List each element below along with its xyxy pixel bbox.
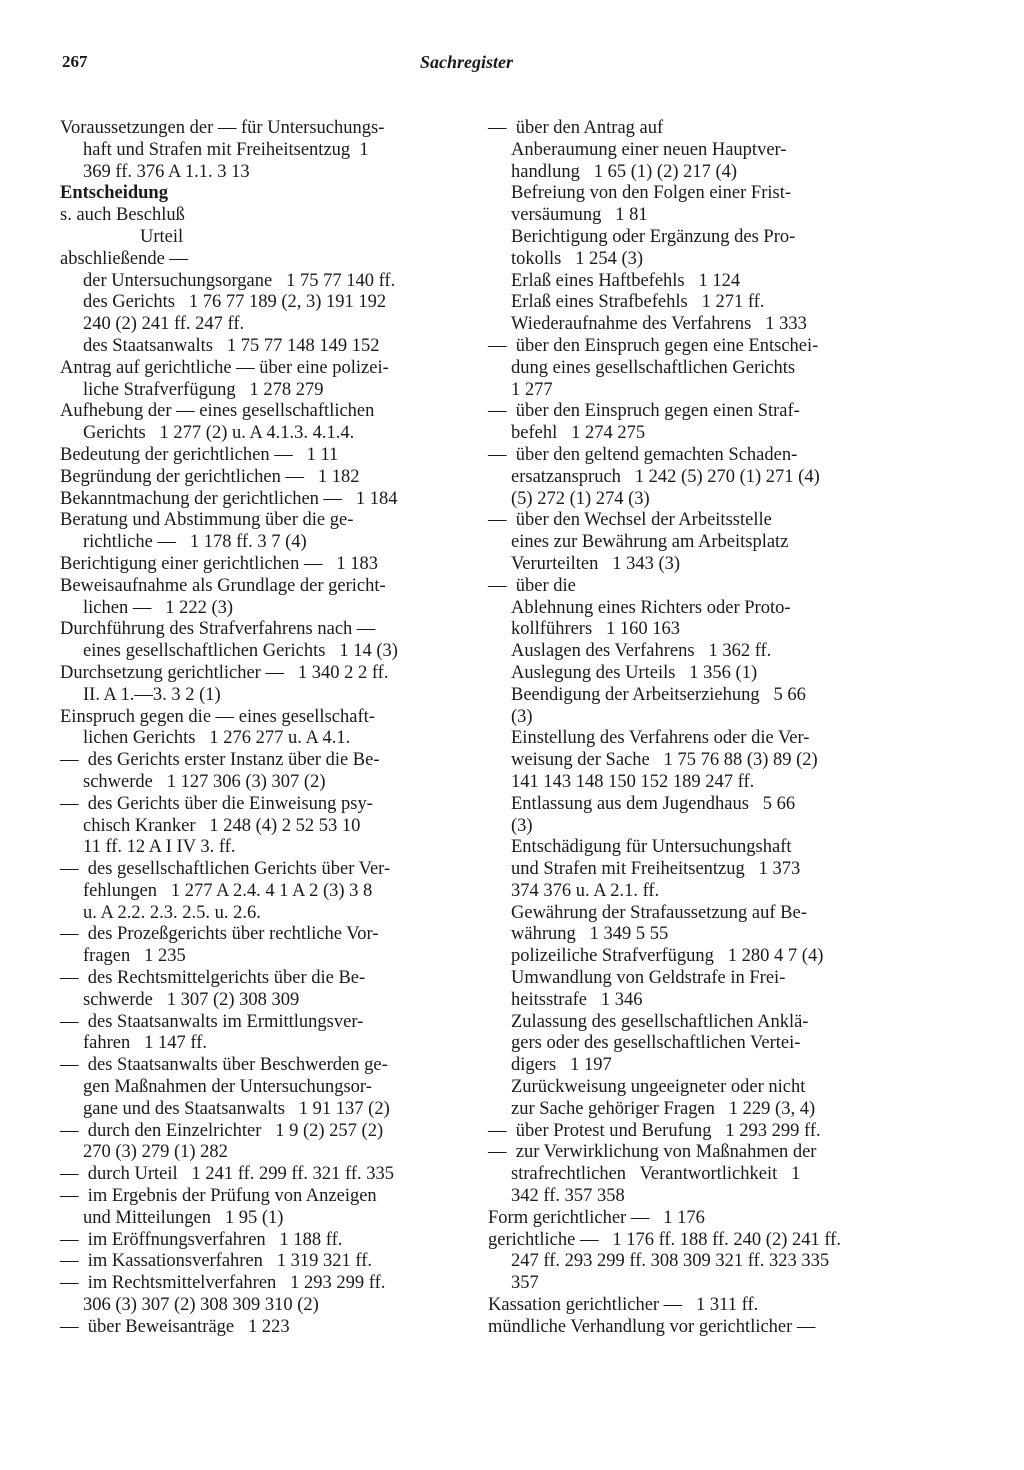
index-line: lichen — 1 222 (3) xyxy=(83,597,234,618)
index-line: Berichtigung einer gerichtlichen — 1 183 xyxy=(60,553,379,574)
index-line: Ablehnung eines Richters oder Proto- xyxy=(511,597,791,618)
index-heading: Entscheidung xyxy=(60,183,168,204)
index-line: dung eines gesellschaftlichen Gerichts xyxy=(511,357,796,378)
index-line: — über die xyxy=(488,575,576,596)
index-line: — im Kassationsverfahren 1 319 321 ff. xyxy=(60,1251,373,1272)
index-line: Durchsetzung gerichtlicher — 1 340 2 2 ff. xyxy=(60,662,389,683)
index-line: Auslegung des Urteils 1 356 (1) xyxy=(511,662,758,683)
index-line: Durchführung des Strafverfahrens nach — xyxy=(60,619,376,640)
index-line: — über den Einspruch gegen eine Entschei- xyxy=(488,335,819,356)
index-line: schwerde 1 307 (2) 308 309 xyxy=(83,989,300,1010)
index-line: — des Staatsanwalts über Beschwerden ge- xyxy=(60,1055,388,1076)
index-line: Aufhebung der — eines gesellschaftlichen xyxy=(60,401,375,422)
index-line: Entlassung aus dem Jugendhaus 5 66 xyxy=(511,793,796,814)
index-line: Kassation gerichtlicher — 1 311 ff. xyxy=(488,1295,759,1316)
index-line: Auslagen des Verfahrens 1 362 ff. xyxy=(511,641,772,662)
index-line: (3) xyxy=(511,706,533,727)
index-line: Bekanntmachung der gerichtlichen — 1 184 xyxy=(60,488,398,509)
index-line: 357 xyxy=(511,1273,539,1294)
index-line: tokolls 1 254 (3) xyxy=(511,248,644,269)
index-line: der Untersuchungsorgane 1 75 77 140 ff. xyxy=(83,270,396,291)
index-line: (5) 272 (1) 274 (3) xyxy=(511,488,650,509)
index-line: — des Rechtsmittelgerichts über die Be- xyxy=(60,968,366,989)
index-line: Anberaumung einer neuen Hauptver- xyxy=(511,139,787,160)
index-line: 141 143 148 150 152 189 247 ff. xyxy=(511,771,755,792)
index-line: 240 (2) 241 ff. 247 ff. xyxy=(83,314,245,335)
index-line: fahren 1 147 ff. xyxy=(83,1033,207,1054)
index-line: — des gesellschaftlichen Gerichts über Ver- xyxy=(60,859,391,880)
index-line: strafrechtlichen Verantwortlichkeit 1 xyxy=(511,1164,801,1185)
index-line: — im Rechtsmittelverfahren 1 293 299 ff. xyxy=(60,1273,386,1294)
index-line: Umwandlung von Geldstrafe in Frei- xyxy=(511,968,786,989)
index-line: befehl 1 274 275 xyxy=(511,423,646,444)
index-line: des Staatsanwalts 1 75 77 148 149 152 xyxy=(83,335,380,356)
index-line: (3) xyxy=(511,815,533,836)
index-line: — des Gerichts über die Einweisung psy- xyxy=(60,793,373,814)
index-line: — über den Wechsel der Arbeitsstelle xyxy=(488,510,772,531)
index-line: gen Maßnahmen der Untersuchungsor- xyxy=(83,1077,372,1098)
index-line: chisch Kranker 1 248 (4) 2 52 53 10 xyxy=(83,815,361,836)
index-line: Einstellung des Verfahrens oder die Ver- xyxy=(511,728,810,749)
index-line: Beendigung der Arbeitserziehung 5 66 xyxy=(511,684,806,705)
index-line: Zurückweisung ungeeigneter oder nicht xyxy=(511,1077,806,1098)
index-line: Begründung der gerichtlichen — 1 182 xyxy=(60,466,360,487)
index-line: gers oder des gesellschaftlichen Vertei- xyxy=(511,1033,801,1054)
index-line: Befreiung von den Folgen einer Frist- xyxy=(511,183,792,204)
index-line: — durch Urteil 1 241 ff. 299 ff. 321 ff. 335 xyxy=(60,1164,394,1185)
index-line: Voraussetzungen der — für Untersuchungs- xyxy=(60,118,385,138)
index-line: 270 (3) 279 (1) 282 xyxy=(83,1142,228,1163)
index-line: eines gesellschaftlichen Gerichts 1 14 (3) xyxy=(83,641,398,662)
index-line: Erlaß eines Haftbefehls 1 124 xyxy=(511,270,741,291)
index-line: ersatzanspruch 1 242 (5) 270 (1) 271 (4) xyxy=(511,466,820,487)
index-line: — des Staatsanwalts im Ermittlungsver- xyxy=(60,1011,364,1032)
index-line: heitsstrafe 1 346 xyxy=(511,989,643,1010)
index-line: mündliche Verhandlung vor gerichtlicher — xyxy=(488,1316,816,1337)
index-line: Erlaß eines Strafbefehls 1 271 ff. xyxy=(511,292,765,313)
index-line: — über den Antrag auf xyxy=(488,118,664,138)
index-line: 369 ff. 376 A 1.1. 3 13 xyxy=(83,161,250,182)
index-line: lichen Gerichts 1 276 277 u. A 4.1. xyxy=(83,728,351,749)
index-line: Einspruch gegen die — eines gesellschaft- xyxy=(60,706,375,727)
index-line: Zulassung des gesellschaftlichen Anklä- xyxy=(511,1011,809,1032)
index-line: — des Prozeßgerichts über rechtliche Vor- xyxy=(60,924,379,945)
index-line: Verurteilten 1 343 (3) xyxy=(511,553,681,574)
index-line: digers 1 197 xyxy=(511,1055,612,1076)
index-line: Wiederaufnahme des Verfahrens 1 333 xyxy=(511,314,807,335)
index-line: abschließende — xyxy=(60,248,188,269)
index-line: fehlungen 1 277 A 2.4. 4 1 A 2 (3) 3 8 xyxy=(83,880,373,901)
index-line: Antrag auf gerichtliche — über eine polizei- xyxy=(60,357,389,378)
page-number: 267 xyxy=(62,52,88,71)
index-line: haft und Strafen mit Freiheitsentzug 1 xyxy=(83,139,369,160)
index-line: Form gerichtlicher — 1 176 xyxy=(488,1207,705,1228)
index-line: 306 (3) 307 (2) 308 309 310 (2) xyxy=(83,1295,319,1316)
index-line: Gerichts 1 277 (2) u. A 4.1.3. 4.1.4. xyxy=(83,423,355,444)
index-line: des Gerichts 1 76 77 189 (2, 3) 191 192 xyxy=(83,292,387,313)
index-line: 247 ff. 293 299 ff. 308 309 321 ff. 323 335 xyxy=(511,1251,830,1272)
index-line: 342 ff. 357 358 xyxy=(511,1186,625,1207)
index-line: 1 277 xyxy=(511,379,553,400)
index-line: — durch den Einzelrichter 1 9 (2) 257 (2) xyxy=(60,1120,384,1141)
index-line: u. A 2.2. 2.3. 2.5. u. 2.6. xyxy=(83,902,261,923)
index-line: Beweisaufnahme als Grundlage der gericht- xyxy=(60,575,386,596)
index-line: Gewährung der Strafaussetzung auf Be- xyxy=(511,902,807,923)
index-line: — über den Einspruch gegen einen Straf- xyxy=(488,401,800,422)
index-line: — über Beweisanträge 1 223 xyxy=(60,1316,290,1337)
index-line: handlung 1 65 (1) (2) 217 (4) xyxy=(511,161,738,182)
index-line: s. auch Beschluß xyxy=(60,205,185,226)
index-line: Beratung und Abstimmung über die ge- xyxy=(60,510,354,531)
index-line: — über Protest und Berufung 1 293 299 ff. xyxy=(488,1120,821,1141)
index-line: weisung der Sache 1 75 76 88 (3) 89 (2) xyxy=(511,750,818,771)
index-line: 374 376 u. A 2.1. ff. xyxy=(511,880,660,901)
index-line: und Strafen mit Freiheitsentzug 1 373 xyxy=(511,859,801,880)
index-line: gerichtliche — 1 176 ff. 188 ff. 240 (2) 241 ff. xyxy=(488,1229,841,1250)
index-line: — im Ergebnis der Prüfung von Anzeigen xyxy=(60,1186,377,1207)
index-line: Urteil xyxy=(140,226,184,247)
index-column-left xyxy=(60,118,462,1339)
page-title: Sachregister xyxy=(420,52,514,72)
index-line: Berichtigung oder Ergänzung des Pro- xyxy=(511,226,796,247)
index-column-right xyxy=(488,118,890,1339)
index-line: Bedeutung der gerichtlichen — 1 11 xyxy=(60,444,339,465)
index-line: richtliche — 1 178 ff. 3 7 (4) xyxy=(83,532,307,553)
index-line: liche Strafverfügung 1 278 279 xyxy=(83,379,324,400)
index-line: — über den geltend gemachten Schaden- xyxy=(488,444,798,465)
index-line: Entschädigung für Untersuchungshaft xyxy=(511,837,792,858)
index-line: währung 1 349 5 55 xyxy=(511,924,669,945)
index-line: — im Eröffnungsverfahren 1 188 ff. xyxy=(60,1229,343,1250)
index-line: 11 ff. 12 A I IV 3. ff. xyxy=(83,837,236,858)
index-line: schwerde 1 127 306 (3) 307 (2) xyxy=(83,771,326,792)
index-line: II. A 1.—3. 3 2 (1) xyxy=(83,684,221,705)
index-line: und Mitteilungen 1 95 (1) xyxy=(83,1207,284,1228)
index-line: polizeiliche Strafverfügung 1 280 4 7 (4) xyxy=(511,946,824,967)
index-line: versäumung 1 81 xyxy=(511,205,648,226)
index-line: kollführers 1 160 163 xyxy=(511,619,681,640)
index-line: zur Sache gehöriger Fragen 1 229 (3, 4) xyxy=(511,1098,816,1119)
index-line: — zur Verwirklichung von Maßnahmen der xyxy=(488,1142,817,1163)
index-line: gane und des Staatsanwalts 1 91 137 (2) xyxy=(83,1098,390,1119)
index-line: eines zur Bewährung am Arbeitsplatz xyxy=(511,532,789,553)
index-line: fragen 1 235 xyxy=(83,946,186,967)
index-line: — des Gerichts erster Instanz über die Be- xyxy=(60,750,380,771)
